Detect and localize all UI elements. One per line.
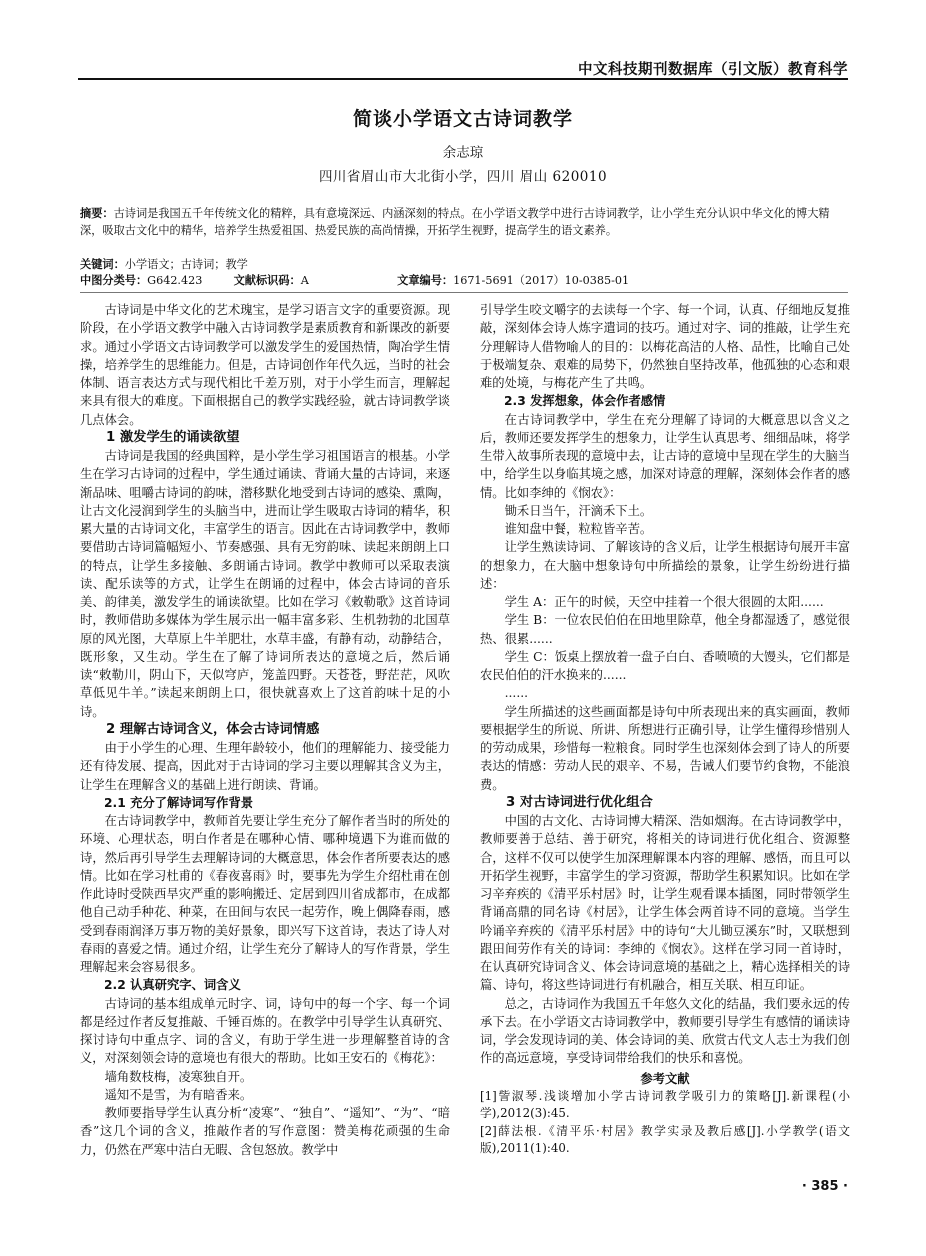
- article-title: 简谈小学语文古诗词教学: [352, 108, 573, 130]
- section-rule: [80, 292, 848, 293]
- article-author: 余志琼: [442, 145, 484, 161]
- clc-value: G642.423: [147, 274, 203, 287]
- section-3-heading: 3 对古诗词进行优化组合: [506, 794, 653, 810]
- header-rule: [78, 78, 848, 80]
- section-2-2-heading: 2.2 认真研究字、词含义: [104, 978, 241, 993]
- section-2-2-continued: 引导学生咬文嚼字的去读每一个字、每一个词，认真、仔细地反复推敲，深刻体会诗人炼字遣词的技巧。通过对字、词的推敲，让学生充分理解诗人借物喻人的目的：以梅花高洁的人格、品性，比喻自己处于极端复杂、艰难的局势下，仍然独自坚持改革，他孤独的心态和艰难的处境，与梅花产生了共鸣。: [480, 303, 850, 390]
- section-2-2-paragraph-2: 教师要指导学生认真分析“凌寒”、“独自”、“遥知”、“为”、“暗香”这几个词的含义，推敲作者的写作意图：赞美梅花顽强的生命力，仍然在严寒中洁白无暇、含包怒放。教学中: [80, 1106, 450, 1157]
- doc-code-value: A: [300, 274, 309, 287]
- section-2-3-heading: 2.3 发挥想象，体会作者感情: [504, 394, 666, 409]
- article-no-label: 文章编号：: [397, 274, 454, 287]
- student-c-description: 学生 C：饭桌上摆放着一盘子白白、香喷喷的大馒头，它们都是农民伯伯的汗水换来的......: [480, 649, 850, 682]
- reference-item: [2]薛法根.《清平乐·村居》教学实录及教后感[J].小学教学(语文版),2011(1):40.: [480, 1123, 850, 1156]
- section-2-heading: 2 理解古诗词含义，体会古诗词情感: [106, 721, 320, 737]
- keywords: [80, 256, 248, 272]
- keywords-text: 小学语文；古诗词；教学: [124, 258, 248, 271]
- poem-line: 谁知盘中餐，粒粒皆辛苦。: [504, 522, 653, 536]
- section-2-3-paragraph: 在古诗词教学中，学生在充分理解了诗词的大概意思以含义之后，教师还要发挥学生的想象力，让学生认真思考、细细品味，将学生带入故事所表现的意境中去，让古诗的意境中呈现在学生的大脑当中，给学生以身临其境之感，加深对诗意的理解，深刻体会作者的感情。比如李绅的《悯农》：: [480, 412, 850, 500]
- poem-line: 遥知不是雪，为有暗香来。: [104, 1087, 253, 1102]
- section-2-paragraph: 由于小学生的心理、生理年龄较小，他们的理解能力、接受能力还有待发展、提高，因此对于古诗词的学习主要以理解其含义为主，让学生在理解含义的基础上进行朗读、背诵。: [80, 741, 450, 792]
- intro-paragraph: 古诗词是中华文化的艺术瑰宝，是学习语言文字的重要资源。现阶段，在小学语文教学中融入古诗词教学是素质教育和新课改的新要求。通过小学语文古诗词教学可以激发学生的爱国热情，陶冶学生情操，培养学生的思维能力。但是，古诗词创作年代久远，当时的社会体制、语言表达方式与现代相比千差万别，对于小学生而言，理解起来具有很大的难度。下面根据自己的教学实践经验，就古诗词教学谈几点体会。: [80, 303, 450, 427]
- clc-label: 中图分类号：: [80, 274, 148, 287]
- section-2-1-heading: 2.1 充分了解诗词写作背景: [104, 795, 254, 810]
- references-heading: 参考文献: [640, 1071, 690, 1086]
- section-2-2-paragraph: 古诗词的基本组成单元时字、词，诗句中的每一个字、每一个词都是经过作者反复推敲、千锤百炼的。在教学中引导学生认真研究、探讨诗句中重点字、词的含义，有助于学生进一步理解整首诗的含义，对深刻领会诗的意境也有很大的帮助。比如王安石的《梅花》：: [80, 996, 450, 1066]
- abstract-text: 古诗词是我国五千年传统文化的精粹，具有意境深远、内涵深刻的特点。在小学语文教学中进行古诗词教学，让小学生充分认识中华文化的博大精深，吸取古文化中的精华，培养学生热爱祖国、热爱民族的高尚情操，开拓学生视野，提高学生的语文素养。: [80, 207, 830, 237]
- student-b-description: 学生 B：一位农民伯伯在田地里除草，他全身都湿透了，感觉很热、很累......: [480, 613, 850, 646]
- journal-name: 中文科技期刊数据库（引文版）教育科学: [578, 62, 848, 78]
- section-2-3-paragraph-2: 让学生熟读诗词、了解该诗的含义后，让学生根据诗句展开丰富的想象力，在大脑中想象诗句中所描绘的景象，让学生纷纷进行描述：: [480, 540, 850, 591]
- author-affiliation: 四川省眉山市大北街小学，四川 眉山 620010: [318, 169, 608, 185]
- section-1-heading: 1 激发学生的诵读欲望: [106, 429, 240, 445]
- left-column: [80, 301, 450, 1159]
- ellipsis-line: ......: [504, 686, 529, 701]
- student-a-description: 学生 A：正午的时候，天空中挂着一个很大很圆的太阳......: [504, 595, 824, 609]
- page-number: · 385 ·: [801, 1179, 848, 1194]
- right-column: [480, 301, 850, 1158]
- classification-line: [80, 272, 850, 288]
- section-2-3-paragraph-3: 学生所描述的这些画面都是诗句中所表现出来的真实画面，教师要根据学生的所说、所讲、所想进行正确引导，让学生懂得珍惜别人的劳动成果，珍惜每一粒粮食。同时学生也深刻体会到了诗人的所要表达的情感：劳动人民的艰辛、不易，告诫人们要节约食物，不能浪费。: [480, 704, 850, 792]
- abstract-label: 摘要：: [80, 207, 114, 220]
- keywords-label: 关键词：: [80, 258, 125, 271]
- section-2-1-paragraph: 在古诗词教学中，教师首先要让学生充分了解作者当时的所处的环境、心理状态，明白作者是在哪种心情、哪种境遇下为谁而做的诗，然后再引导学生去理解诗词的大概意思，体会作者所要表达的感情。比如在学习杜甫的《春夜喜雨》时，要事先为学生介绍杜甫在创作此诗时受陕西旱灾严重的影响搬迁、定居到四川省成都市，在成都他自己动手种花、种菜，在田间与农民一起劳作，晚上偶降春雨，感受到春雨润泽万事万物的美好景象，即兴写下这首诗，表达了诗人对春雨的喜爱之情。通过介绍，让学生充分了解诗人的写作背景，学生理解起来会容易很多。: [80, 814, 450, 974]
- conclusion-paragraph: 总之，古诗词作为我国五千年悠久文化的结晶，我们要永远的传承下去。在小学语文古诗词教学中，教师要引导学生有感情的诵读诗词，学会发现诗词的美、体会诗词的美、欣赏古代文人志士为我们创作的高远意境，享受诗词带给我们的快乐和喜悦。: [480, 996, 850, 1066]
- poem-line: 墙角数枝梅，凌寒独自开。: [104, 1069, 253, 1084]
- abstract: [80, 206, 850, 239]
- section-1-paragraph: 古诗词是我国的经典国粹，是小学生学习祖国语言的根基。小学生在学习古诗词的过程中，学生通过诵读、背诵大量的古诗词，来逐渐品味、咀嚼古诗词的韵味，潜移默化地受到古诗词的感染、熏陶，让古文化浸润到学生的头脑当中，进而让学生吸取古诗词的精华，积累大量的古诗词文化，丰富学生的语言。因此在古诗词教学中，教师要借助古诗词篇幅短小、节奏感强、具有无穷韵味、读起来朗朗上口的特点，让学生多接触、多朗诵古诗词。教学中教师可以采取表演读、配乐读等的方式，让学生在朗诵的过程中，体会古诗词的音乐美、韵律美，激发学生的诵读欲望。比如在学习《敕勒歌》这首诗词时，教师借助多媒体为学生展示出一幅丰富多彩、生机勃勃的北国草原的风光图，大草原上牛羊肥壮，水草丰盛，有静有动，动静结合，既形象，又生动。学生在了解了诗词所表达的意境之后，然后诵读“敕勒川，阴山下，天似穹庐，笼盖四野。天苍苍，野茫茫，风吹草低见牛羊。”读起来朗朗上口，很快就喜欢上了这首韵味十足的小诗。: [80, 449, 450, 719]
- article-no-value: 1671-5691（2017）10-0385-01: [453, 274, 630, 287]
- reference-item: [1]訾淑琴.浅谈增加小学古诗词教学吸引力的策略[J].新课程(小学),2012(3):45.: [480, 1088, 850, 1121]
- poem-line: 锄禾日当午，汗滴禾下土。: [504, 503, 653, 518]
- section-3-paragraph: 中国的古文化、古诗词博大精深、浩如烟海。在古诗词教学中，教师要善于总结、善于研究，将相关的诗词进行优化组合、资源整合，这样不仅可以使学生加深理解课本内容的理解、感悟，而且可以开拓学生视野，丰富学生的学习资源，帮助学生积累知识。比如在学习辛弃疾的《清平乐村居》时，让学生观看课本插图，同时带领学生背诵高鼎的同名诗《村居》，让学生体会两首诗不同的意境。当学生吟诵辛弃疾的《清平乐村居》中的诗句“大儿锄豆溪东”时，又联想到跟田间劳作有关的诗词：李绅的《悯农》。这样在学习同一首诗时，在认真研究诗词含义、体会诗词意境的基础之上，精心选择相关的诗篇、诗句，将这些诗词进行有机融合，相互关联、相互印证。: [480, 814, 850, 993]
- doc-code-label: 文献标识码：: [233, 274, 301, 287]
